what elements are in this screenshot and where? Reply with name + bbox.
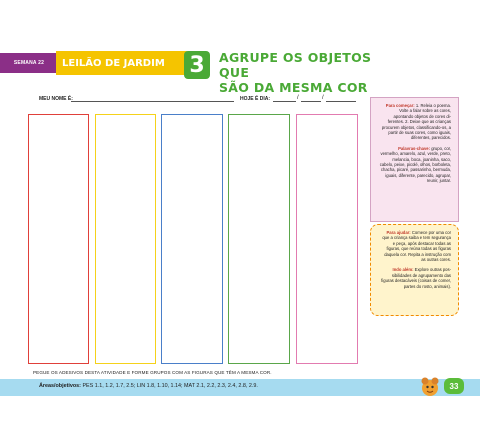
unit-tab	[56, 51, 190, 75]
objectives-label: Áreas/objetivos:	[39, 383, 81, 389]
activity-title-line2: SÃO DA MESMA COR	[219, 80, 368, 95]
unit-title: LEILÃO DE JARDIM	[62, 57, 165, 69]
date-day-line[interactable]	[273, 101, 296, 102]
notes-start	[379, 103, 451, 141]
activity-instruction: PEGUE OS ADESIVOS DESTA ATIVIDADE E FORME GRUPOS COM AS FIGURAS QUE TÊM A MESMA COR.	[33, 370, 272, 375]
notes-beyond-text: Explore outras possibilidades de agrupamento das figuras destacáveis (coisas de comer, partes do rosto, animais).	[381, 267, 451, 289]
column-green[interactable]	[228, 114, 290, 364]
date-year-line[interactable]	[326, 101, 356, 102]
activity-number: 3	[189, 52, 205, 78]
notes-beyond-label: Indo além:	[392, 267, 414, 273]
notes-help	[379, 230, 451, 262]
mascot-icon	[418, 374, 442, 398]
activity-number-badge	[184, 51, 210, 79]
notes-start-label: Para começar:	[385, 103, 415, 108]
notes-keywords	[379, 146, 451, 184]
teacher-notes-box	[370, 97, 459, 222]
help-notes-box	[370, 224, 459, 316]
notes-start-text: 1. Releia o poema. Volte a falar sobre as cores, apontando objetos de cores diferentes. 2. Deixe que as crianças procurem objetos, classificando-os, a partir de suas cores, como iguais, diferentes, parecidos.	[381, 103, 451, 141]
notes-help-label: Para ajudar:	[386, 230, 411, 235]
notes-keywords-label: Palavras-chave:	[398, 145, 431, 151]
date-separator-2: /	[322, 95, 324, 101]
date-label: HOJE É DIA:	[240, 96, 271, 102]
name-label: MEU NOME É:	[39, 96, 73, 102]
column-red[interactable]	[28, 114, 89, 364]
week-tab	[0, 53, 58, 73]
page-number-badge	[444, 378, 464, 394]
activity-title-line1: AGRUPE OS OBJETOS QUE	[219, 50, 372, 80]
name-field-line[interactable]	[71, 101, 234, 102]
week-label: SEMANA 22	[13, 60, 45, 66]
date-separator-1: /	[297, 95, 299, 101]
column-pink[interactable]	[296, 114, 358, 364]
page-number: 33	[449, 381, 459, 391]
notes-keywords-text: grupo, cor, vermelho, amarelo, azul, verde, preto, melancia, boca, joaninha, saco, cabelo, peixe, picolé, olhos, borboleta, chacha, picaré, passarinho, bermuda, iguais, diferente, parecido, agrupar, reunir, juntar.	[379, 145, 451, 184]
notes-help-text: Comece por uma cor que a criança saiba e tem segurança e peça, após destacar todas as figuras, que reúna todas as figuras daquela cor. Repita a instrução com as outras cores.	[382, 230, 451, 263]
objectives	[39, 383, 258, 389]
column-yellow[interactable]	[95, 114, 156, 364]
column-blue[interactable]	[161, 114, 223, 364]
objectives-text: PES 1.1, 1.2, 1.7, 2.5; LIN 1.8, 1.10, 1.14; MAT 2.1, 2.2, 2.3, 2.4, 2.8, 2.9.	[82, 383, 258, 389]
notes-beyond	[379, 267, 451, 289]
date-month-line[interactable]	[301, 101, 321, 102]
activity-title	[219, 50, 399, 95]
